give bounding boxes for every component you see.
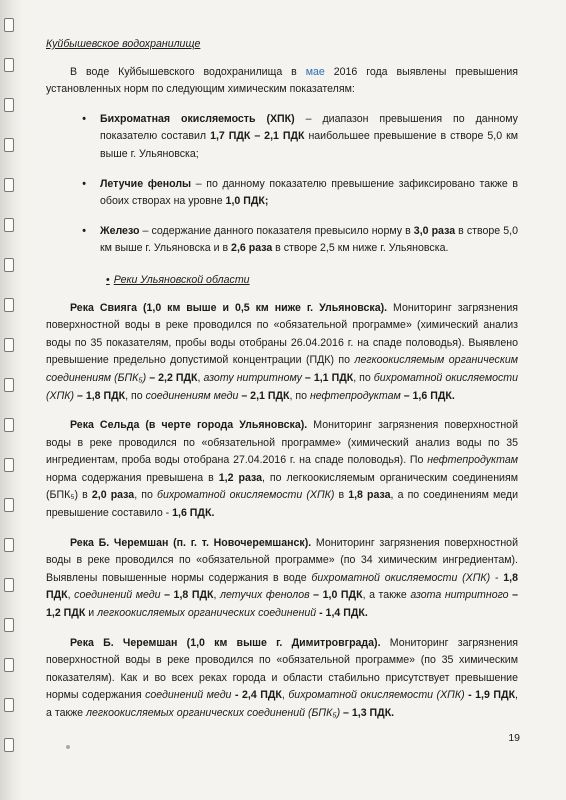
river-text: , а также	[362, 589, 411, 602]
bullet-text: – по данному показателю превышение зафиксировано также в обоих створах на уровне	[100, 177, 518, 208]
punch-hole	[4, 138, 14, 152]
punch-hole	[4, 578, 14, 592]
punch-hole	[4, 18, 14, 32]
bullet-term: Летучие фенолы	[100, 177, 192, 190]
river-text: ,	[197, 371, 204, 384]
bullet-value: 1,7 ПДК – 2,1 ПДК	[210, 130, 305, 143]
river-value: – 1,8 ПДК	[160, 589, 214, 602]
river-italic: соединениям меди	[145, 389, 239, 402]
river-value: - 2,4 ПДК	[231, 689, 282, 702]
river-text: норма содержания превышена в	[46, 471, 219, 484]
punch-hole	[4, 738, 14, 752]
river-heading: Река Свияга (1,0 км выше и 0,5 км ниже г. Ульяновска).	[70, 301, 388, 314]
intro-paragraph	[46, 64, 518, 99]
bullet-value: 2,6 раза	[231, 242, 273, 255]
page-number: 19	[508, 732, 520, 744]
river-text: в	[334, 489, 349, 502]
river-italic: летучих фенолов	[220, 589, 310, 602]
river-italic: азота нитритного	[410, 589, 509, 602]
river-text: Мониторинг загрязнения поверхностной воды в реке проводился по «обязательной программе» (химический анализ воды по 35 ингредиентам, проба воды отобрана 27.04.2016 г. на спаде половодья). По	[46, 419, 518, 467]
river-value: – 2,2 ПДК	[146, 371, 198, 384]
river-value: – 1,3 ПДК.	[340, 707, 395, 719]
river-italic: бихроматной окисляемости (ХПК)	[288, 689, 465, 702]
scan-speck	[66, 745, 70, 749]
punch-hole	[4, 98, 14, 112]
river-heading: Река Б. Черемшан (п. г. т. Новочеремшанск).	[70, 536, 312, 549]
river-italic: бихроматной окисляемости (ХПК)	[156, 489, 335, 502]
bullet-mark: •	[82, 177, 86, 190]
river-value: 1,8 ПДК	[46, 571, 519, 602]
river-italic: соединений меди	[145, 689, 232, 702]
river-heading: Река Сельда (в черте города Ульяновска).	[70, 419, 308, 432]
punch-hole	[4, 618, 14, 632]
punch-hole	[4, 178, 14, 192]
subheading-text: Реки Ульяновской области	[113, 273, 250, 286]
bullet-text: – диапазон превышения по данному показателю составил	[100, 112, 518, 143]
river-value: – 1,0 ПДК	[309, 589, 363, 602]
river-italic: нефтепродуктам	[309, 389, 401, 402]
bullet-text: наибольшее превышение в створе 5,0 км выше г. Ульяновска;	[100, 130, 519, 160]
river-value: - 1,4 ПДК.	[316, 607, 368, 620]
bullet-text: – содержание данного показателя превысило норму в	[139, 224, 414, 237]
subheading-bullet: •	[106, 273, 110, 286]
intro-month: мае	[305, 65, 325, 78]
river-italic: бихроматной окисляемости (ХПК)	[311, 571, 491, 584]
river-text: , по	[134, 489, 157, 502]
river-italic: легкоокисляемым органическим соединениям (БПК₅)	[46, 354, 518, 384]
river-text: и	[85, 607, 98, 620]
river-italic: азоту нитритному	[203, 371, 302, 384]
punch-hole	[4, 338, 14, 352]
bullet-mark: •	[82, 112, 86, 125]
river-text: ,	[67, 589, 75, 602]
river-text: , по	[125, 389, 146, 402]
river-value: – 1,6 ПДК.	[400, 389, 455, 402]
bullet-term: Бихроматная окисляемость (ХПК)	[100, 112, 295, 125]
punch-hole	[4, 698, 14, 712]
river-text: ,	[281, 689, 289, 702]
section-title: Куйбышевское водохранилище	[46, 38, 201, 50]
bullet-item-phenols	[46, 176, 518, 211]
river-text: ,	[213, 589, 220, 602]
bullet-term: Железо	[100, 224, 140, 237]
river-italic: бихроматной окисляемости (ХПК)	[46, 371, 518, 402]
river-italic: легкоокисляемых органических соединений (БПК₅)	[86, 707, 341, 719]
river-paragraph-sviyaga	[46, 300, 518, 406]
bullet-text: в створе 2,5 км ниже г. Ульяновска.	[272, 242, 449, 255]
river-text: -	[490, 571, 504, 584]
river-value: 1,6 ПДК.	[172, 507, 215, 520]
bullet-text: в створе 5,0 км выше г. Ульяновска и в	[100, 224, 518, 255]
river-text: , по легкоокисляемым органическим соединениям (БПК₅) в	[46, 471, 518, 502]
binding-strip	[0, 0, 22, 800]
punch-hole	[4, 418, 14, 432]
bullet-item-cod	[46, 111, 518, 164]
river-text: Мониторинг загрязнения поверхностной воды в реке проводился по «обязательной программе» (химический анализ воды по 35 показателям, пробы воды отобраны 26.04.2016 г. на спаде половодья). Выявлено превышение предельно допустимой концентрации (ПДК) по	[46, 301, 518, 367]
river-text: Мониторинг загрязнения поверхностной воды в реке проводился по «обязательной программе» (по 34 химическим ингредиентам). Выявлены повышенные нормы содержания в воде	[46, 536, 518, 584]
river-value: 1,8 раза	[348, 489, 391, 502]
river-heading: Река Б. Черемшан (1,0 км выше г. Димитровграда).	[70, 636, 381, 649]
river-text: , по	[353, 371, 374, 384]
river-value: - 1,9 ПДК	[464, 689, 516, 702]
river-value: 2,0 раза	[91, 489, 135, 502]
bullet-value: 1,0 ПДК;	[225, 195, 269, 208]
river-text: , а также	[46, 689, 518, 719]
punch-hole	[4, 298, 14, 312]
river-italic: соединений меди	[74, 589, 161, 602]
river-italic: легкоокисляемых органических соединений	[97, 607, 317, 620]
bullet-item-iron	[46, 223, 518, 258]
subheading	[106, 272, 518, 290]
punch-hole	[4, 498, 14, 512]
river-italic: нефтепродуктам	[427, 454, 518, 467]
river-text: , по	[289, 389, 310, 402]
punch-hole	[4, 458, 14, 472]
river-text: , а по соединениям меди превышение составило -	[46, 489, 519, 520]
punch-hole	[4, 538, 14, 552]
punch-hole	[4, 378, 14, 392]
river-paragraph-cheremshan-1	[46, 535, 518, 623]
punch-hole	[4, 258, 14, 272]
river-value: – 1,1 ПДК	[301, 371, 354, 384]
river-paragraph-selda	[46, 417, 518, 523]
river-value: – 1,8 ПДК	[74, 389, 126, 402]
river-text: Мониторинг загрязнения поверхностной воды в реке проводился по «обязательной программе» (по 35 химическим показателям). Как и во всех реках города и области стабильно присутствует превышение нормы содержания	[46, 636, 518, 702]
river-value: – 1,2 ПДК	[46, 589, 519, 620]
punch-hole	[4, 58, 14, 72]
intro-text-end: 2016 года выявлены превышения установленных норм по следующим химическим показателям:	[46, 65, 518, 96]
punch-hole	[4, 658, 14, 672]
intro-text: В воде Куйбышевского водохранилища в	[70, 65, 306, 78]
river-paragraph-cheremshan-2	[46, 635, 518, 723]
bullet-mark: •	[82, 224, 86, 237]
document-page	[46, 36, 518, 723]
river-value: – 2,1 ПДК	[238, 389, 290, 402]
punch-hole	[4, 218, 14, 232]
river-value: 1,2 раза	[218, 471, 262, 484]
bullet-value: 3,0 раза	[413, 224, 456, 237]
